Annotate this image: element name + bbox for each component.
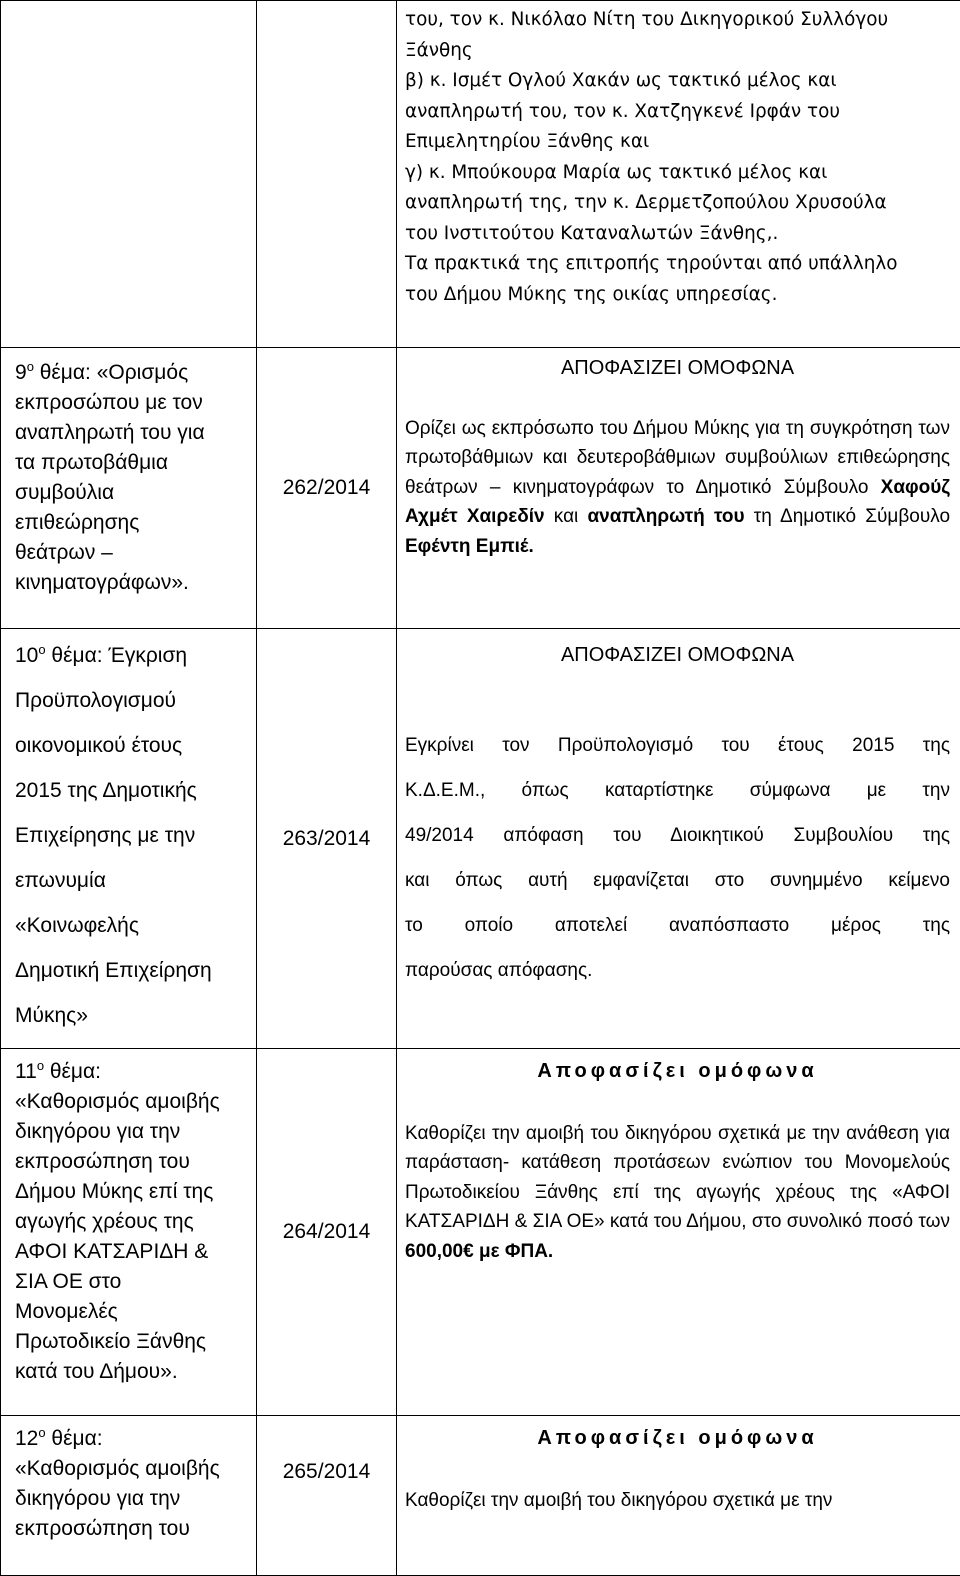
decision-line: του, τον κ. Νικόλαο Νίτη του Δικηγορικού Συλλόγου (405, 5, 950, 36)
subject-line: κατά του Δήμου». (15, 1357, 244, 1387)
subject-line: Μύκης» (15, 993, 244, 1038)
subject-line: Επιχείρησης με την (15, 813, 244, 858)
decision-line: παρούσας απόφασης. (405, 948, 950, 993)
subject-line: Δήμου Μύκης επί της (15, 1177, 244, 1207)
decision-text: Καθορίζει την αμοιβή του δικηγόρου σχετικά με την (405, 1486, 950, 1516)
decision-line: Κ.Δ.Ε.Μ., όπως καταρτίστηκε σύμφωνα με την (405, 768, 950, 813)
subject-line: οικονομικού έτους (15, 723, 244, 768)
subject-line: 2015 της Δημοτικής (15, 768, 244, 813)
decision-heading: ΑΠΟΦΑΣΙΖΕΙ ΟΜΟΦΩΝΑ (405, 354, 950, 384)
subject-line: κινηματογράφων». (15, 568, 244, 598)
subject-title: $10^o$ θέμα: Έγκριση (15, 633, 244, 678)
subject-line: δικηγόρου για την (15, 1117, 244, 1147)
subject-line: αναπληρωτή του για (15, 418, 244, 448)
decision-cell (397, 1049, 960, 1416)
decision-line: του Δήμου Μύκης της οικίας υπηρεσίας. (405, 280, 950, 311)
number-cell (257, 348, 397, 629)
subject-line: εκπροσώπηση του (15, 1147, 244, 1177)
subject-title: $9^o$ θέμα: «Ορισμός (15, 358, 244, 388)
subject-line: εκπροσώπηση του (15, 1514, 244, 1544)
subject-line: τα πρωτοβάθμια (15, 448, 244, 478)
decision-cell (397, 629, 960, 1049)
decision-line: Επιμελητηρίου Ξάνθης και (405, 127, 950, 158)
subject-line: Πρωτοδικείο Ξάνθης (15, 1327, 244, 1357)
subject-line: «Καθορισμός αμοιβής (15, 1454, 244, 1484)
decision-heading: Αποφασίζει ομόφωνα (405, 1424, 950, 1454)
subject-line: αγωγής χρέους της (15, 1207, 244, 1237)
subject-line: συμβούλια (15, 478, 244, 508)
decision-line: αναπληρωτή της, την κ. Δερμετζοπούλου Χρυσούλα (405, 188, 950, 219)
subject-line: εκπροσώπου με τον (15, 388, 244, 418)
subject-line: Δημοτική Επιχείρηση (15, 948, 244, 993)
decision-line: το οποίο αποτελεί αναπόσπαστο μέρος της (405, 903, 950, 948)
subject-line: δικηγόρου για την (15, 1484, 244, 1514)
subject-line: ΑΦΟΙ ΚΑΤΣΑΡΙΔΗ & (15, 1237, 244, 1267)
subject-cell (1, 348, 257, 629)
decision-line: Τα πρακτικά της επιτροπής τηρούνται από υπάλληλο (405, 249, 950, 280)
decision-line: β) κ. Ισμέτ Ογλού Χακάν ως τακτικό μέλος και (405, 66, 950, 97)
subject-line: επωνυμία (15, 858, 244, 903)
table-row (1, 1, 960, 348)
subject-cell (1, 1049, 257, 1416)
subject-title: $12^o$ θέμα: (15, 1424, 244, 1454)
decision-line: Εγκρίνει τον Προϋπολογισμό του έτους 2015 της (405, 723, 950, 768)
subject-cell (1, 629, 257, 1049)
decision-number: 262/2014 (283, 476, 371, 499)
table-row (1, 348, 960, 629)
subject-cell (1, 1416, 257, 1576)
decision-text: Ορίζει ως εκπρόσωπο του Δήμου Μύκης για τη συγκρότηση των πρωτοβάθμιων και δευτεροβάθμιων συμβούλιων επιθεώρησης θεάτρων – κινηματογράφων το Δημοτικό Σύμβουλο Χαφούζ Αχμέτ Χαιρεδίν και αναπληρωτή του τη Δημοτικό Σύμβουλο Εφέντη Εμπιέ. (405, 414, 950, 562)
decision-line: αναπληρωτή του, τον κ. Χατζηγκενέ Ιρφάν του (405, 97, 950, 128)
subject-cell (1, 1, 257, 348)
decision-text: Καθορίζει την αμοιβή του δικηγόρου σχετικά με την ανάθεση για παράσταση- κατάθεση προτάσεων ενώπιον του Μονομελούς Πρωτοδικείου Ξάνθης επί της αγωγής χρέους της «ΑΦΟΙ ΚΑΤΣΑΡΙΔΗ & ΣΙΑ ΟΕ» κατά του Δήμου, στο συνολικό ποσό των 600,00€ με ΦΠΑ. (405, 1119, 950, 1267)
decision-heading: ΑΠΟΦΑΣΙΖΕΙ ΟΜΟΦΩΝΑ (405, 633, 950, 678)
decision-cell (397, 1, 960, 348)
subject-line: θεάτρων – (15, 538, 244, 568)
subject-line: «Καθορισμός αμοιβής (15, 1087, 244, 1117)
subject-line: Μονομελές (15, 1297, 244, 1327)
table-row (1, 629, 960, 1049)
decision-line: 49/2014 απόφαση του Διοικητικού Συμβουλίου της (405, 813, 950, 858)
subject-line: επιθεώρησης (15, 508, 244, 538)
decision-number: 264/2014 (283, 1220, 371, 1243)
number-cell (257, 1, 397, 348)
decision-line: του Ινστιτούτου Καταναλωτών Ξάνθης,. (405, 219, 950, 250)
subject-line: ΣΙΑ ΟΕ στο (15, 1267, 244, 1297)
decision-line: Ξάνθης (405, 36, 950, 67)
decision-cell (397, 348, 960, 629)
decision-cell (397, 1416, 960, 1576)
spacer (405, 678, 950, 723)
decision-line: και όπως αυτή εμφανίζεται στο συνημμένο κείμενο (405, 858, 950, 903)
decision-line: γ) κ. Μπούκουρα Μαρία ως τακτικό μέλος και (405, 158, 950, 189)
subject-line: «Κοινωφελής (15, 903, 244, 948)
number-cell (257, 1416, 397, 1576)
decision-number: 265/2014 (257, 1416, 396, 1484)
subject-line: Προϋπολογισμού (15, 678, 244, 723)
table-row (1, 1416, 960, 1576)
number-cell (257, 1049, 397, 1416)
table-row (1, 1049, 960, 1416)
decision-heading: Αποφασίζει ομόφωνα (405, 1057, 950, 1087)
subject-title: $11^o$ θέμα: (15, 1057, 244, 1087)
number-cell (257, 629, 397, 1049)
decision-number: 263/2014 (283, 827, 371, 850)
